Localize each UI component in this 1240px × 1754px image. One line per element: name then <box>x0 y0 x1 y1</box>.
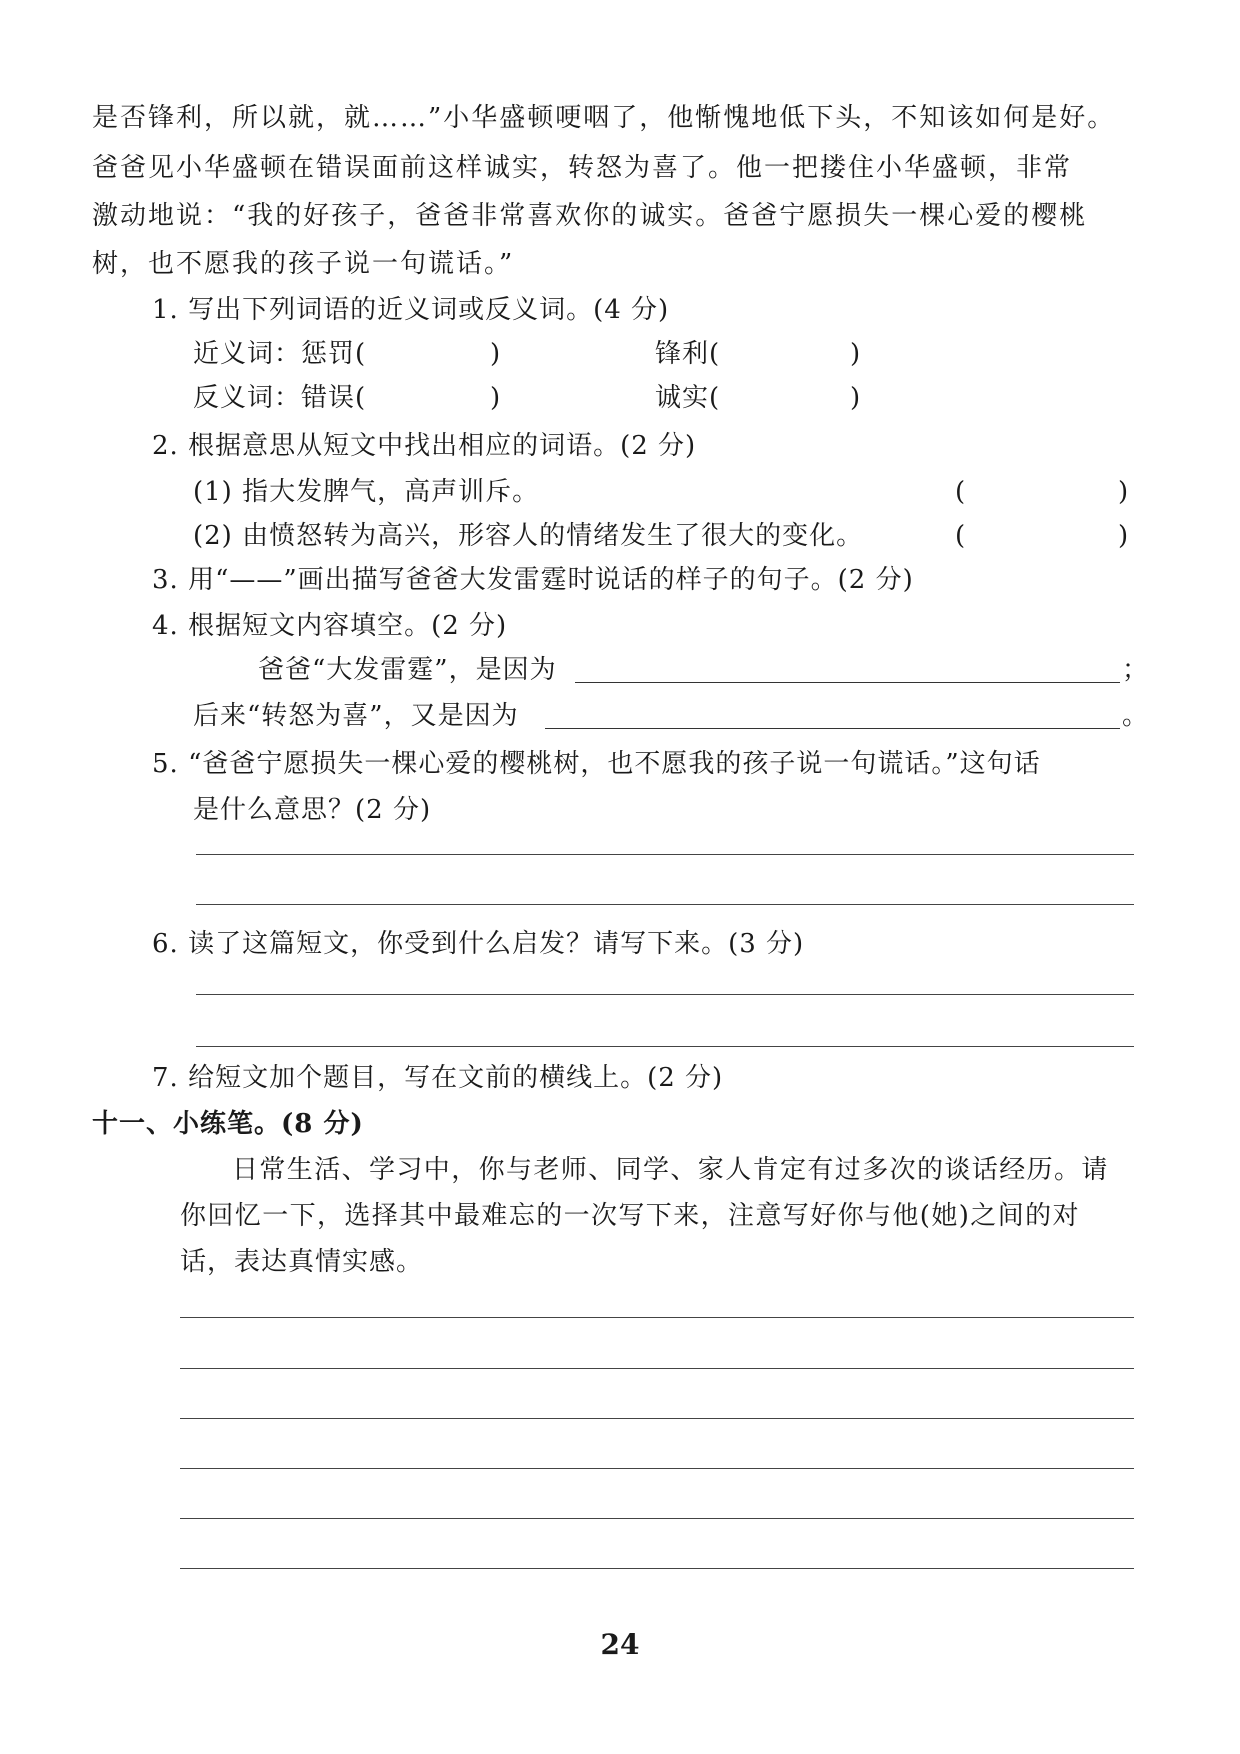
q2-item-1-paren-close: ) <box>1118 477 1129 507</box>
composition-line-5[interactable] <box>180 1518 1134 1519</box>
page-number: 24 <box>600 1628 640 1661</box>
q1-paren-close: ) <box>850 383 861 413</box>
q1-antonym-mistake-label: 反义词：错误( <box>193 383 367 413</box>
q1-antonym-honest-label: 诚实( <box>655 383 721 413</box>
question-3-prompt: 3. 用“——”画出描写爸爸大发雷霆时说话的样子的句子。(2 分) <box>152 565 914 595</box>
q1-paren-close: ) <box>850 339 861 369</box>
q1-paren-close: ) <box>490 339 501 369</box>
q5-answer-line-2[interactable] <box>196 904 1134 905</box>
passage-line-2: 爸爸见小华盛顿在错误面前这样诚实，转怒为喜了。他一把搂住小华盛顿，非常 <box>92 153 1073 183</box>
composition-line-3[interactable] <box>180 1418 1134 1419</box>
q4-blank-2[interactable] <box>545 728 1120 729</box>
q5-answer-line-1[interactable] <box>196 854 1134 855</box>
question-6-prompt: 6. 读了这篇短文，你受到什么启发？请写下来。(3 分) <box>152 929 805 959</box>
section-11-line-2: 你回忆一下，选择其中最难忘的一次写下来，注意写好你与他(她)之间的对 <box>180 1201 1080 1231</box>
question-1-prompt: 1. 写出下列词语的近义词或反义词。(4 分) <box>152 295 670 325</box>
q1-synonym-punish-label: 近义词：惩罚( <box>193 339 367 369</box>
passage-line-4: 树，也不愿我的孩子说一句谎话。” <box>92 249 515 279</box>
q4-line-1-text: 爸爸“大发雷霆”，是因为 <box>258 655 557 685</box>
q2-item-2-paren-close: ) <box>1118 521 1129 551</box>
q2-item-1: (1) 指大发脾气，高声训斥。 <box>193 477 540 507</box>
passage-line-3: 激动地说：“我的好孩子，爸爸非常喜欢你的诚实。爸爸宁愿损失一棵心爱的樱桃 <box>92 201 1088 231</box>
q6-answer-line-1[interactable] <box>196 994 1134 995</box>
composition-line-2[interactable] <box>180 1368 1134 1369</box>
question-7-prompt: 7. 给短文加个题目，写在文前的横线上。(2 分) <box>152 1063 724 1093</box>
q2-item-1-paren-open: ( <box>955 477 966 507</box>
q6-answer-line-2[interactable] <box>196 1046 1134 1047</box>
q4-blank-1[interactable] <box>575 682 1120 683</box>
section-11-line-3: 话，表达真情实感。 <box>180 1247 424 1277</box>
composition-line-4[interactable] <box>180 1468 1134 1469</box>
q4-line-2-text: 后来“转怒为喜”，又是因为 <box>193 701 519 731</box>
q1-paren-close: ) <box>490 383 501 413</box>
composition-line-1[interactable] <box>180 1317 1134 1318</box>
composition-line-6[interactable] <box>180 1568 1134 1569</box>
q1-synonym-sharp-label: 锋利( <box>655 339 721 369</box>
q2-item-2: (2) 由愤怒转为高兴，形容人的情绪发生了很大的变化。 <box>193 521 864 551</box>
question-4-prompt: 4. 根据短文内容填空。(2 分) <box>152 611 508 641</box>
question-2-prompt: 2. 根据意思从短文中找出相应的词语。(2 分) <box>152 431 697 461</box>
section-11-title: 十一、小练笔。(8 分) <box>92 1109 364 1139</box>
question-5-prompt-line-1: 5. “爸爸宁愿损失一棵心爱的樱桃树，也不愿我的孩子说一句谎话。”这句话 <box>152 749 1041 779</box>
question-5-prompt-line-2: 是什么意思？(2 分) <box>193 795 432 825</box>
q4-line-2-end: 。 <box>1122 701 1150 731</box>
section-11-line-1: 日常生活、学习中，你与老师、同学、家人肯定有过多次的谈话经历。请 <box>232 1155 1109 1185</box>
q2-item-2-paren-open: ( <box>955 521 966 551</box>
q4-line-1-end: ； <box>1122 655 1150 685</box>
passage-line-1: 是否锋利，所以就，就……”小华盛顿哽咽了，他惭愧地低下头，不知该如何是好。 <box>92 103 1116 133</box>
